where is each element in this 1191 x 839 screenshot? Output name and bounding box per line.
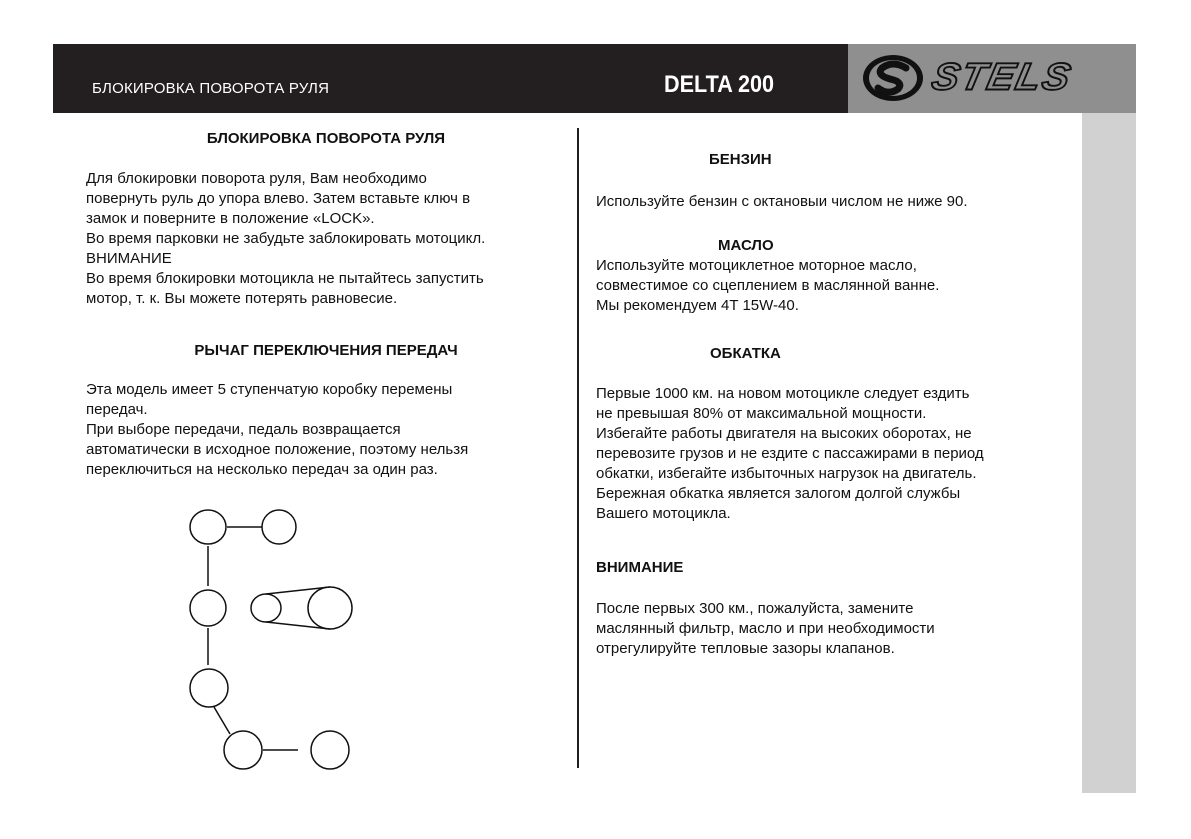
steering-lock-text: Для блокировки поворота руля, Вам необходимо повернуть руль до упора влево. Затем вставьте ключ в замок и поверните в положение «LOCK». Во время парковки не забудьте заблокировать мотоцикл. ВНИМАНИЕ Во время блокировки мотоцикла не пытайтесь запустить мотор, т. к. Вы можете потерять равновесие. bbox=[86, 170, 486, 307]
column-divider bbox=[577, 128, 579, 768]
model-name: DELTA 200 bbox=[664, 71, 775, 98]
warning-text: После первых 300 км., пожалуйста, замените маслянный фильтр, масло и при необходимости отрегулируйте тепловые зазоры клапанов. bbox=[596, 600, 935, 657]
logo-wordmark: STELS bbox=[928, 56, 1076, 99]
gear-link-line bbox=[214, 707, 230, 734]
oil-text: Используйте мотоциклетное моторное масло, совместимое со сцеплением в маслянной ванне. Мы рекомендуем 4T 15W-40. bbox=[596, 257, 940, 314]
steering-lock-section bbox=[86, 129, 566, 309]
gear-position-circle bbox=[190, 590, 226, 626]
oil-section bbox=[596, 236, 1076, 316]
gear-position-circle bbox=[262, 510, 296, 544]
gear-position-circle bbox=[190, 669, 228, 707]
break-in-heading: ОБКАТКА bbox=[710, 345, 781, 362]
gearshift-text: Эта модель имеет 5 ступенчатую коробку перемены передач. При выборе передачи, педаль возвращается автоматически в исходное положение, поэтому нельзя переключиться на несколько передач за один раз. bbox=[86, 381, 469, 478]
gearshift-section bbox=[86, 341, 566, 480]
fuel-heading: БЕНЗИН bbox=[709, 151, 772, 168]
gear-position-circle bbox=[308, 587, 352, 629]
warning-heading: ВНИМАНИЕ bbox=[596, 559, 684, 576]
break-in-section bbox=[596, 344, 1076, 524]
brand-logo bbox=[848, 44, 1136, 113]
header-title: БЛОКИРОВКА ПОВОРОТА РУЛЯ bbox=[92, 80, 330, 97]
warning-section bbox=[596, 558, 1076, 659]
gear-position-circle bbox=[190, 510, 226, 544]
fuel-section bbox=[596, 150, 1076, 212]
gear-link-line bbox=[266, 622, 330, 629]
gear-link-line bbox=[266, 587, 330, 594]
oil-heading: МАСЛО bbox=[718, 237, 774, 254]
gear-position-circle bbox=[224, 731, 262, 769]
gear-neutral-circle bbox=[251, 594, 281, 622]
break-in-text: Первые 1000 км. на новом мотоцикле следует ездить не превышая 80% от максимальной мощности. Избегайте работы двигателя на высоких оборотах, не перевозите грузов и не ездите с пассажирами в период обкатки, избегайте избыточных нагрузок на двигатель. Бережная обкатка является залогом долгой службы Вашего мотоцикла. bbox=[596, 385, 984, 522]
gear-shift-pattern-diagram bbox=[180, 500, 370, 780]
gearshift-heading: РЫЧАГ ПЕРЕКЛЮЧЕНИЯ ПЕРЕДАЧ bbox=[194, 342, 458, 359]
side-tab-strip bbox=[1082, 113, 1136, 793]
steering-lock-heading: БЛОКИРОВКА ПОВОРОТА РУЛЯ bbox=[206, 130, 446, 147]
fuel-text: Используйте бензин с октановыи числом не ниже 90. bbox=[596, 193, 968, 210]
gear-position-circle bbox=[311, 731, 349, 769]
